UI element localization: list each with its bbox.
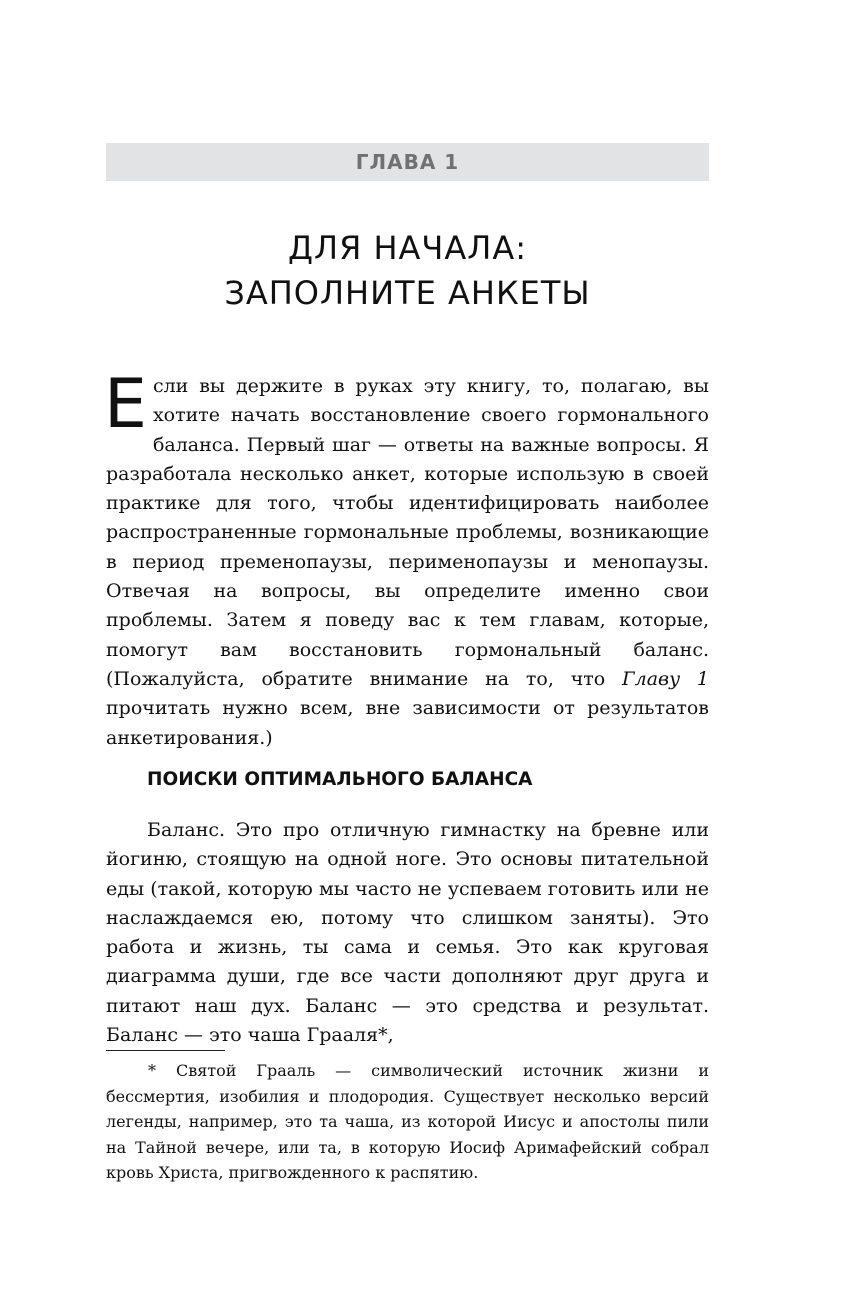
chapter-title bbox=[106, 226, 709, 316]
intro-italic-reference: Главу 1 bbox=[622, 667, 709, 690]
intro-text-start: сли вы держите в руках эту книгу, то, полагаю, вы хотите начать восстановление своего гормонального баланса. Первый шаг — ответы на важные вопросы. Я разработала несколько анкет, которые использую в своей практике для того, чтобы идентифицировать наиболее распространенные гормональные проблемы, возникающие в период пременопаузы, перименопаузы и менопаузы. Отвечая на вопросы, вы определите именно свои проблемы. Затем я поведу вас к тем главам, которые, помогут вам восстановить гормональный баланс. (Пожалуйста, обратите внимание на то, что bbox=[106, 375, 709, 690]
chapter-title-line-1: ДЛЯ НАЧАЛА: bbox=[288, 229, 527, 267]
intro-text-end: прочитать нужно всем, вне зависимости от результатов анкетирования.) bbox=[106, 697, 709, 749]
chapter-band bbox=[106, 143, 709, 181]
section-heading: ПОИСКИ ОПТИМАЛЬНОГО БАЛАНСА bbox=[147, 769, 533, 790]
footnote: * Святой Грааль — символический источник жизни и бессмертия, изобилия и плодородия. Существует несколько версий легенды, например, это та чаша, из которой Иисус и апостолы пили на Тайной вечере, или та, в которую Иосиф Аримафейский собрал кровь Христа, пригвожденного к распятию. bbox=[106, 1061, 709, 1182]
footnote-divider bbox=[106, 1050, 225, 1051]
section-paragraph: Баланс. Это про отличную гимнастку на бревне или йогиню, стоящую на одной ноге. Это основы питательной еды (такой, которую мы часто не успеваем готовить или не наслаждаемся ею, потому что слишком заняты). Это работа и жизнь, ты сама и семья. Это как круговая диаграмма души, где все части дополняют друг друга и питают наш дух. Баланс — это средства и результат. Баланс — это чаша Грааля*, bbox=[106, 819, 709, 1047]
chapter-title-line-2: ЗАПОЛНИТЕ АНКЕТЫ bbox=[224, 274, 591, 312]
chapter-label: ГЛАВА 1 bbox=[355, 150, 460, 174]
intro-paragraph bbox=[104, 365, 709, 753]
drop-cap: Е bbox=[104, 365, 147, 444]
